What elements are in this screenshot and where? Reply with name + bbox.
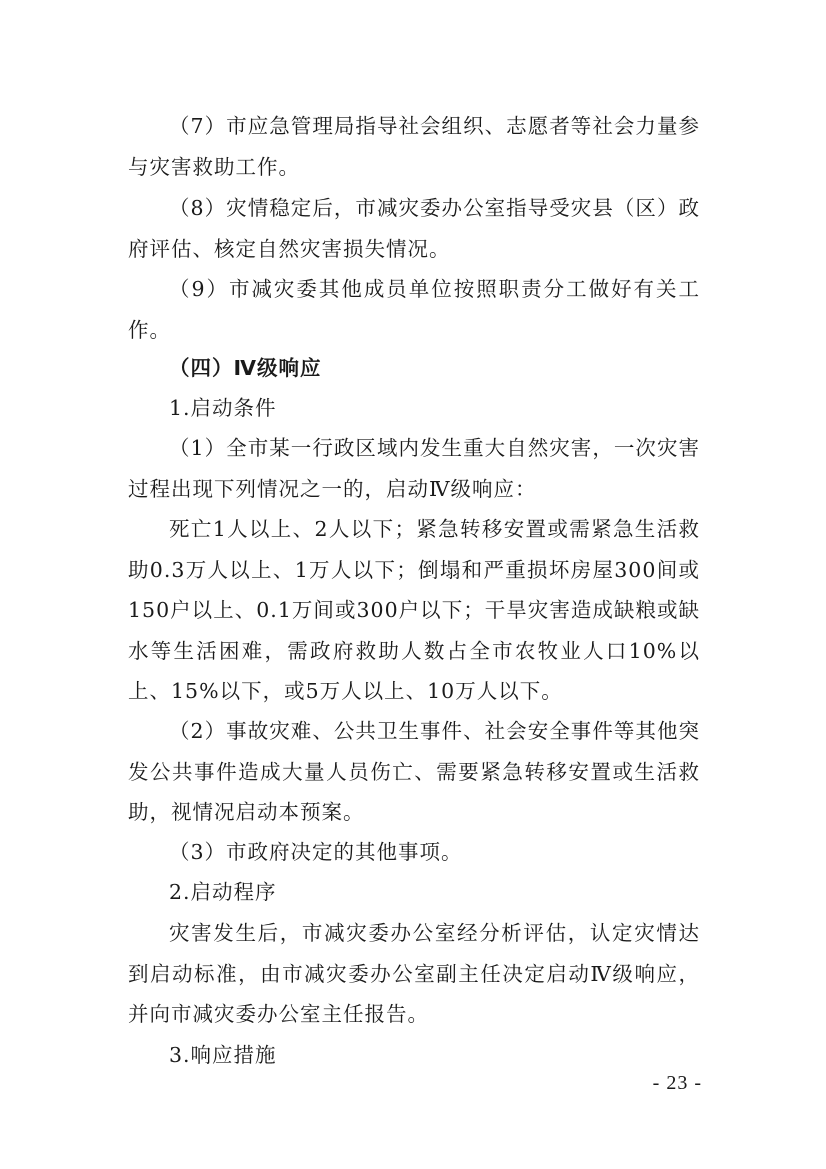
paragraph-condition-2: （2）事故灾难、公共卫生事件、社会安全事件等其他突发公共事件造成大量人员伤亡、需要紧急转移安置或生活救助，视情况启动本预案。 (128, 719, 700, 824)
paragraph-condition-1: （1）全市某一行政区域内发生重大自然灾害，一次灾害过程出现下列情况之一的，启动Ⅳ级响应： (128, 436, 700, 501)
subheading-response-measures: 3.响应措施 (169, 1043, 277, 1067)
paragraph-procedure: 灾害发生后，市减灾委办公室经分析评估，认定灾情达到启动标准，由市减灾委办公室副主任决定启动Ⅳ级响应，并向市减灾委办公室主任报告。 (128, 921, 700, 1026)
paragraph-item-8: （8）灾情稳定后，市减灾委办公室指导受灾县（区）政府评估、核定自然灾害损失情况。 (128, 196, 700, 261)
page-number: - 23 - (652, 1072, 702, 1094)
paragraph-casualty-thresholds: 死亡1人以上、2人以下；紧急转移安置或需紧急生活救助0.3万人以上、1万人以下；倒塌和严重损坏房屋300间或150户以上、0.1万间或300户以下；干旱灾害造成缺粮或缺水等生活困难，需政府救助人数占全市农牧业人口10%以上、15%以下，或5万人以上、10万人以下。 (128, 517, 700, 703)
section-heading-level-4: （四）Ⅳ级响应 (169, 356, 322, 380)
paragraph-item-9: （9）市减灾委其他成员单位按照职责分工做好有关工作。 (128, 277, 700, 342)
subheading-start-procedure: 2.启动程序 (169, 880, 277, 904)
paragraph-condition-3: （3）市政府决定的其他事项。 (169, 840, 463, 864)
paragraph-item-7: （7）市应急管理局指导社会组织、志愿者等社会力量参与灾害救助工作。 (128, 114, 700, 179)
subheading-start-conditions: 1.启动条件 (169, 396, 277, 420)
